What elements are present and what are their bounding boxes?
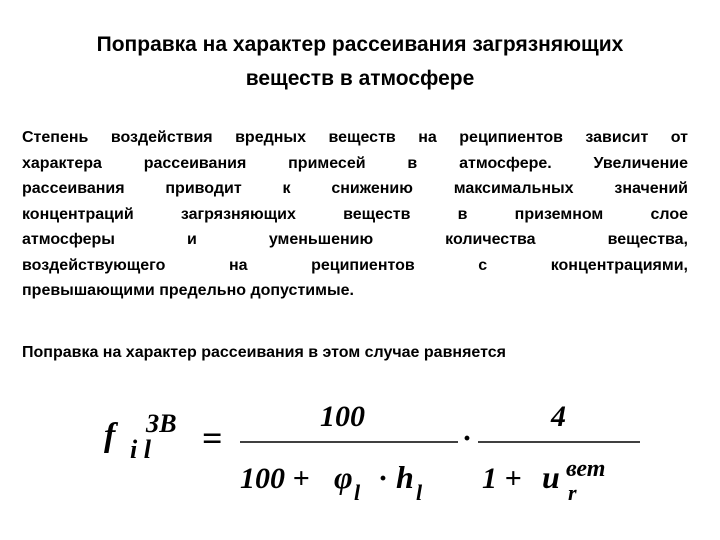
fraction1-denominator-constant: 100 + (240, 462, 310, 495)
paragraph-line: концентраций загрязняющих веществ в приземном слое (22, 205, 688, 223)
correction-formula (0, 380, 720, 520)
formula-lhs-superscript: ЗВ (146, 409, 177, 438)
formula-lhs-base: f (104, 417, 116, 454)
formula-equals-sign: = (202, 418, 223, 458)
paragraph-line: рассеивания приводит к снижению максимальных значений (22, 180, 688, 197)
fraction2-u-subscript: r (568, 480, 577, 505)
fraction1-numerator: 100 (320, 400, 365, 433)
paragraph-line: превышающими предельно допустимые. (22, 282, 354, 299)
fraction1-phi-subscript: l (354, 480, 361, 505)
fraction2-denominator-u: u (542, 459, 560, 495)
paragraph-line: Степень воздействия вредных веществ на реципиентов зависит от (22, 129, 688, 146)
fraction1-h-subscript: l (416, 480, 423, 505)
fraction1-denominator-h: h (396, 459, 414, 495)
formula-lhs-subscript: i l (130, 435, 151, 464)
title-line: веществ в атмосфере (245, 67, 475, 90)
fraction2-numerator: 4 (551, 400, 566, 433)
formula-intro-text: Поправка на характер рассеивания в этом случае равняется (22, 344, 506, 361)
paragraph-line: атмосферы и уменьшению количества вещества, (22, 231, 688, 248)
formula-multiply-dot: · (462, 422, 473, 455)
paragraph-line: характера рассеивания примесей в атмосфере. Увеличение (22, 154, 688, 172)
fraction2-u-superscript: вет (566, 456, 606, 482)
fraction2-denominator-constant: 1 + (482, 462, 522, 495)
slide-title (40, 28, 680, 96)
fraction1-denominator-phi: φ (334, 459, 353, 495)
title-line: Поправка на характер рассеивания загрязняющих (96, 33, 624, 56)
fraction1-multiply-dot: · (378, 462, 389, 495)
paragraph-line: воздействующего на реципиентов с концентрациями, (22, 256, 688, 274)
body-paragraph (22, 125, 688, 304)
